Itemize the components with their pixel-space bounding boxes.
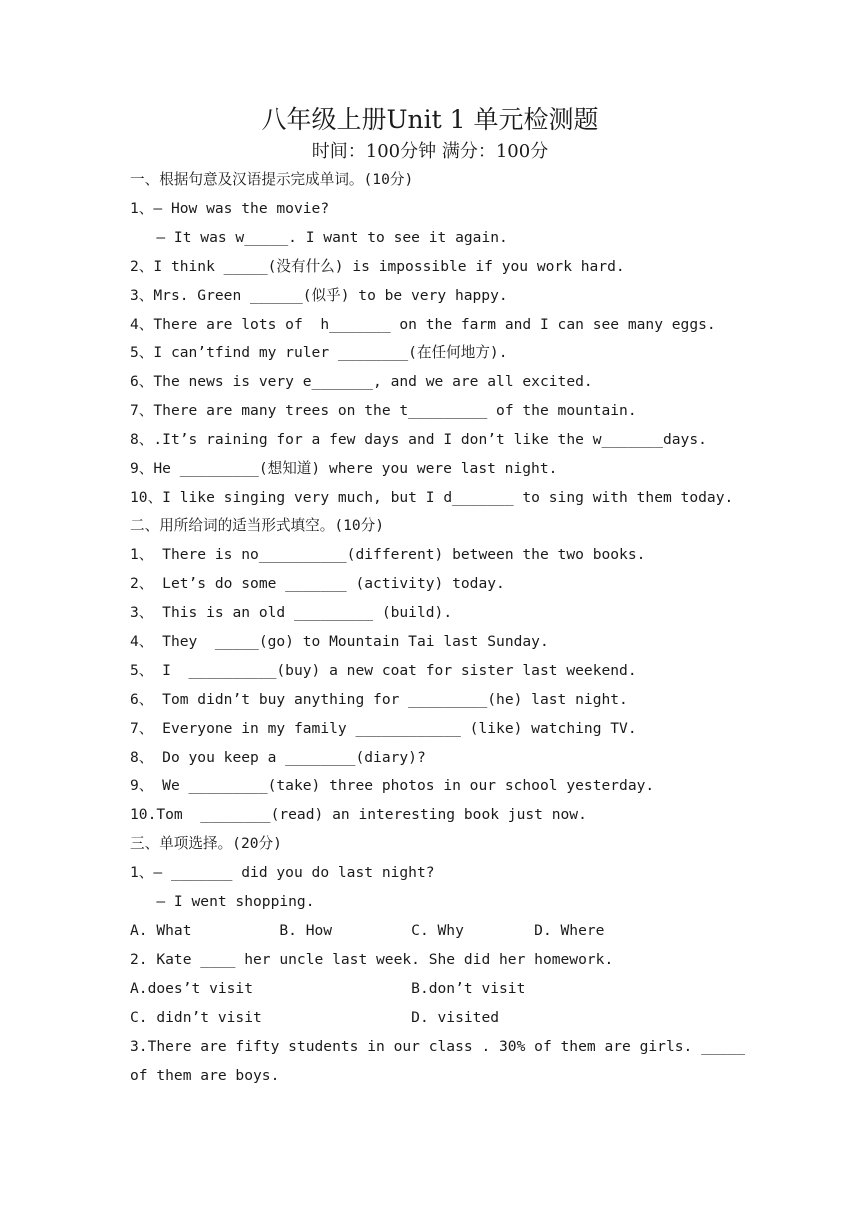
question-line: — I went shopping. xyxy=(130,893,315,910)
section-heading-1: 一、根据句意及汉语提示完成单词。(10分) xyxy=(130,171,414,188)
question-line: 3、Mrs. Green ______(似乎) to be very happy. xyxy=(130,287,508,304)
question-line: 4、 They _____(go) to Mountain Tai last Sunday. xyxy=(130,633,549,650)
question-line: 1、— How was the movie? xyxy=(130,200,330,217)
question-line: of them are boys. xyxy=(130,1067,280,1084)
question-line: 2. Kate ____ her uncle last week. She did her homework. xyxy=(130,951,614,968)
question-line: 9、He _________(想知道) where you were last night. xyxy=(130,460,558,477)
answer-options: C. didn’t visit D. visited xyxy=(130,1009,500,1026)
question-line: 8、.It’s raining for a few days and I don’t like the w_______days. xyxy=(130,431,707,448)
question-line: 10.Tom ________(read) an interesting book just now. xyxy=(130,806,587,823)
question-line: 7、 Everyone in my family ____________ (like) watching TV. xyxy=(130,720,637,737)
question-line: — It was w_____. I want to see it again. xyxy=(130,229,508,246)
question-line: 8、 Do you keep a ________(diary)? xyxy=(130,749,426,766)
answer-options: A. What B. How C. Why D. Where xyxy=(130,922,605,939)
answer-options: A.does’t visit B.don’t visit xyxy=(130,980,526,997)
question-line: 1、 There is no__________(different) between the two books. xyxy=(130,546,646,563)
question-line: 7、There are many trees on the t_________ of the mountain. xyxy=(130,402,637,419)
question-line: 6、The news is very e_______, and we are all excited. xyxy=(130,373,593,390)
question-line: 3、 This is an old _________ (build). xyxy=(130,604,453,621)
question-line: 6、 Tom didn’t buy anything for _________(he) last night. xyxy=(130,691,628,708)
section-heading-2: 二、用所给词的适当形式填空。(10分) xyxy=(130,517,385,534)
question-line: 3.There are fifty students in our class . 30% of them are girls. _____ xyxy=(130,1038,746,1055)
question-line: 5、I can’tfind my ruler ________(在任何地方). xyxy=(130,344,508,361)
question-line: 4、There are lots of h_______ on the farm and I can see many eggs. xyxy=(130,316,716,333)
exam-info: 时间：100分钟 满分：100分 xyxy=(311,141,549,162)
question-line: 10、I like singing very much, but I d_______ to sing with them today. xyxy=(130,489,734,506)
section-heading-3: 三、单项选择。(20分) xyxy=(130,835,282,852)
question-line: 9、 We _________(take) three photos in our school yesterday. xyxy=(130,777,655,794)
question-line: 1、— _______ did you do last night? xyxy=(130,864,435,881)
question-line: 2、 Let’s do some _______ (activity) today. xyxy=(130,575,505,592)
page-title: 八年级上册Unit 1 单元检测题 xyxy=(261,105,599,134)
question-line: 2、I think _____(没有什么) is impossible if you work hard. xyxy=(130,258,625,275)
question-line: 5、 I __________(buy) a new coat for sister last weekend. xyxy=(130,662,637,679)
